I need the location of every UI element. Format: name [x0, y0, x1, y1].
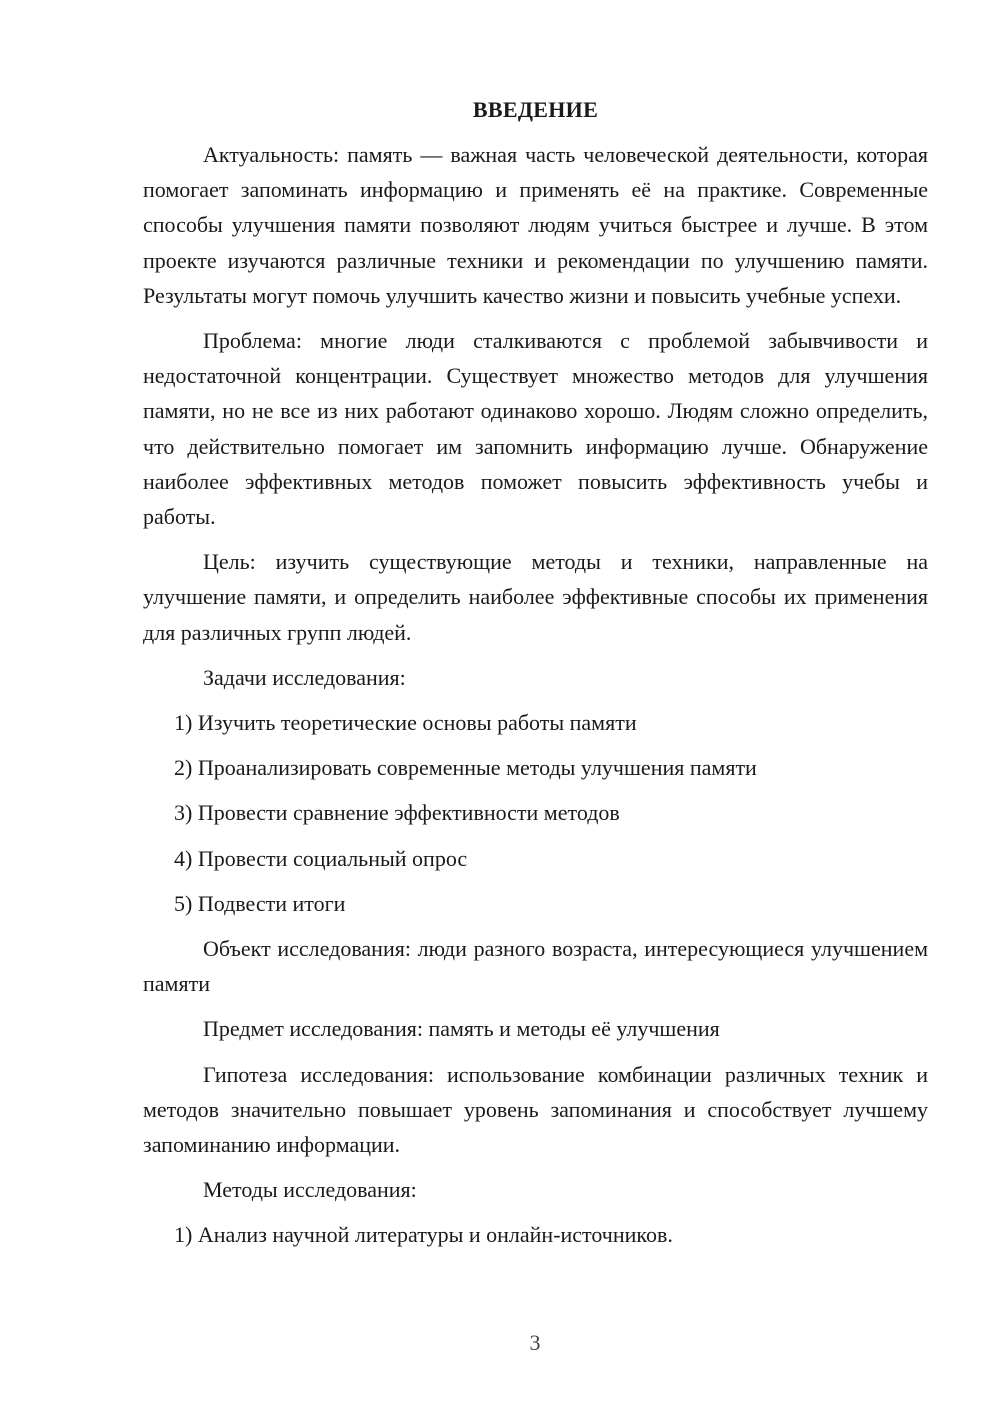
subject-paragraph: Предмет исследования: память и методы её улучшения: [203, 1016, 720, 1042]
tasks-heading: Задачи исследования:: [203, 664, 406, 690]
tasks-list: [143, 705, 928, 921]
problem-paragraph: Проблема: многие люди сталкиваются с проблемой забывчивости и недостаточной концентрации. Существует множество методов для улучшения памяти, но не все из них работают одинаково хорошо. Людям сложно определить, что действительно помогает им запомнить информацию лучше. Обнаружение наиболее эффективных методов поможет повысить эффективность учебы и работы.: [143, 328, 928, 530]
hypothesis-paragraph: Гипотеза исследования: использование комбинации различных техник и методов значительно повышает уровень запоминания и способствует лучшему запоминанию информации.: [143, 1061, 928, 1158]
methods-list: [143, 1217, 928, 1252]
section-title: ВВЕДЕНИЕ: [472, 97, 599, 122]
relevance-paragraph: Актуальность: память — важная часть человеческой деятельности, которая помогает запоминать информацию и применять её на практике. Современные способы улучшения памяти позволяют людям учиться быстрее и лучше. В этом проекте изучаются различные техники и рекомендации по улучшению памяти. Результаты могут помочь улучшить качество жизни и повысить учебные успехи.: [143, 142, 928, 308]
goal-paragraph: Цель: изучить существующие методы и техники, направленные на улучшение памяти, и определить наиболее эффективные способы их применения для различных групп людей.: [143, 549, 928, 645]
list-item: 1) Изучить теоретические основы работы памяти: [174, 710, 637, 736]
list-item: 4) Провести социальный опрос: [174, 845, 468, 871]
list-item: 2) Проанализировать современные методы улучшения памяти: [174, 755, 757, 781]
document-page: [143, 95, 928, 1263]
methods-heading: Методы исследования:: [203, 1177, 417, 1203]
list-item: 1) Анализ научной литературы и онлайн-источников.: [174, 1222, 673, 1248]
page-number: 3: [529, 1330, 541, 1355]
object-paragraph: Объект исследования: люди разного возраста, интересующиеся улучшением памяти: [143, 936, 928, 997]
list-item: 5) Подвести итоги: [174, 890, 346, 916]
list-item: 3) Провести сравнение эффективности методов: [174, 800, 620, 826]
